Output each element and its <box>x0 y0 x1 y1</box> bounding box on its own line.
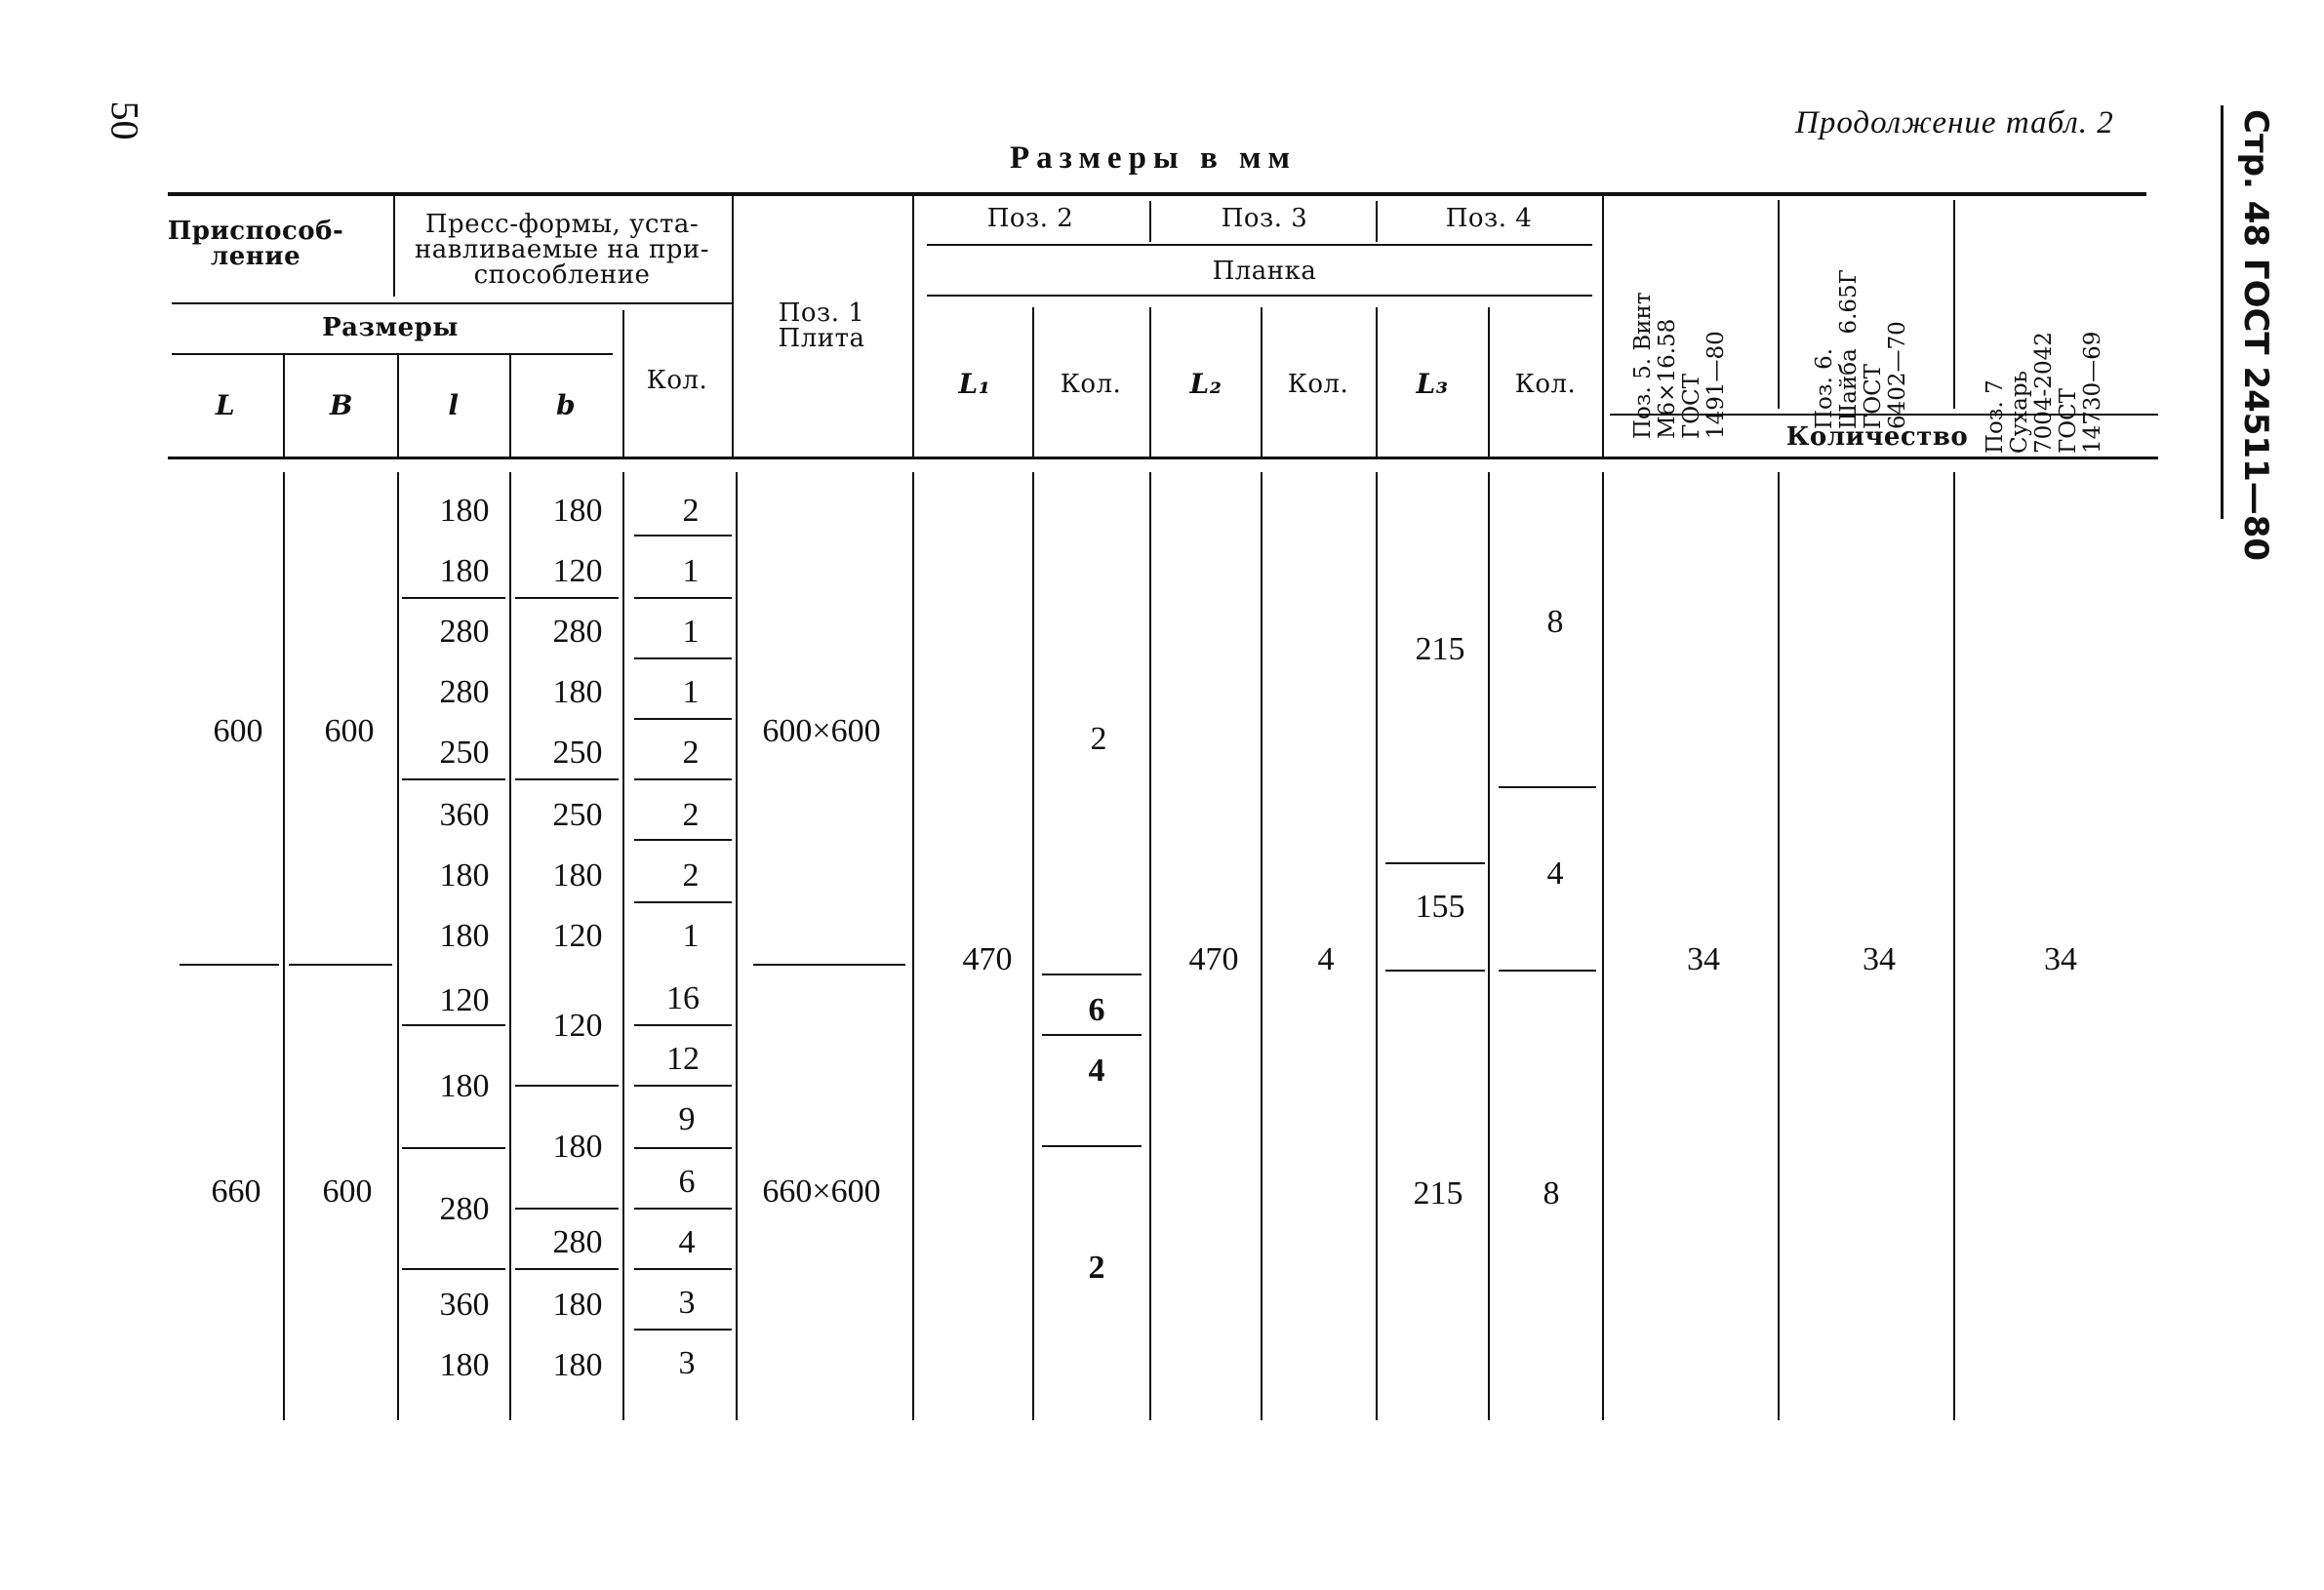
g1-l: 250 <box>439 735 490 771</box>
g2-B: 600 <box>322 1173 373 1210</box>
g1-q: 1 <box>682 674 700 710</box>
header-planka: Планка <box>1212 257 1317 286</box>
g1-b: 180 <box>552 857 603 894</box>
g1-L3-a: 215 <box>1415 631 1465 667</box>
g1-q: 2 <box>682 493 700 529</box>
header-pos1: Поз. 1 Плита <box>778 298 865 353</box>
g1-b: 250 <box>552 735 603 771</box>
header-pos4: Поз. 4 <box>1445 204 1533 233</box>
g2-pos2-qty: 6 <box>1088 992 1105 1028</box>
g2-l: 280 <box>439 1191 490 1227</box>
header-qty: Кол. <box>646 366 708 395</box>
g2-b: 180 <box>552 1287 603 1323</box>
g2-l: 180 <box>439 1068 490 1104</box>
g1-q: 2 <box>682 797 700 833</box>
g1-b: 180 <box>552 674 603 710</box>
header-qty3: Кол. <box>1287 370 1349 399</box>
g2-b: 120 <box>552 1008 603 1044</box>
header-L3: L₃ <box>1416 368 1449 400</box>
shared-L1: 470 <box>962 941 1013 977</box>
g1-q: 2 <box>682 857 700 894</box>
header-quantity: Количество <box>1785 422 1969 452</box>
g1-l: 180 <box>439 918 490 954</box>
shared-L2: 470 <box>1188 941 1239 977</box>
g1-pos2-qty: 2 <box>1090 721 1107 757</box>
header-pos7: Поз. 7 Сухарь 7004-2042 ГОСТ 14730—69 <box>1983 331 2105 454</box>
header-sizes: Размеры <box>322 313 459 342</box>
shared-qty3: 4 <box>1317 941 1335 977</box>
g2-L3: 215 <box>1413 1175 1463 1212</box>
header-L2: L₂ <box>1189 368 1222 400</box>
g1-qty4-b: 4 <box>1546 855 1564 892</box>
header-qty2: Кол. <box>1060 370 1122 399</box>
header-pos3: Поз. 3 <box>1221 204 1308 233</box>
g2-q: 16 <box>666 980 700 1016</box>
g2-q: 3 <box>678 1345 696 1381</box>
g2-b: 180 <box>552 1129 603 1165</box>
g1-l: 280 <box>439 614 490 650</box>
header-b: b <box>555 389 577 421</box>
running-header: Стр. 48 ГОСТ 24511—80 <box>2236 109 2275 562</box>
g1-l: 180 <box>439 493 490 529</box>
shared-pos5: 34 <box>1687 941 1720 977</box>
g1-plate: 600×600 <box>762 713 881 749</box>
g2-L: 660 <box>211 1173 261 1210</box>
g1-b: 250 <box>552 797 603 833</box>
g2-pos2-qty: 2 <box>1088 1250 1105 1286</box>
g1-b: 180 <box>552 493 603 529</box>
header-L: L <box>215 389 236 421</box>
header-molds: Пресс-формы, уста- навливаемые на при- способление <box>414 210 710 290</box>
g1-l: 180 <box>439 857 490 894</box>
header-qty4: Кол. <box>1514 370 1577 399</box>
g1-L: 600 <box>213 713 263 749</box>
g1-L3-b: 155 <box>1415 889 1465 925</box>
shared-pos7: 34 <box>2044 941 2077 977</box>
running-header-rule <box>2221 105 2224 519</box>
header-fixture: Приспособ- ление <box>167 217 344 271</box>
g1-B: 600 <box>324 713 375 749</box>
g1-l: 360 <box>439 797 490 833</box>
g2-qty4: 8 <box>1543 1175 1560 1212</box>
g2-q: 9 <box>678 1101 696 1137</box>
g2-q: 12 <box>666 1041 700 1077</box>
g2-b: 280 <box>552 1224 603 1260</box>
g1-q: 1 <box>682 918 700 954</box>
units-caption: Размеры в мм <box>1010 140 1297 176</box>
header-pos6: Поз. 6. Шайба 6.65Г ГОСТ 6402—70 <box>1812 269 1910 429</box>
g1-q: 1 <box>682 614 700 650</box>
g2-q: 6 <box>678 1164 696 1200</box>
g2-q: 4 <box>678 1224 696 1260</box>
g1-l: 180 <box>439 553 490 589</box>
g2-l: 120 <box>439 982 490 1018</box>
g1-b: 120 <box>552 553 603 589</box>
g1-b: 120 <box>552 918 603 954</box>
continuation-title: Продолжение табл. 2 <box>1795 105 2114 140</box>
header-L1: L₁ <box>958 368 991 400</box>
g1-q: 2 <box>682 735 700 771</box>
g1-qty4-a: 8 <box>1546 604 1564 640</box>
header-pos2: Поз. 2 <box>986 204 1074 233</box>
header-pos5: Поз. 5. Винт М6×16.58 ГОСТ 1491—80 <box>1630 292 1729 439</box>
g2-l: 180 <box>439 1347 490 1383</box>
g1-b: 280 <box>552 614 603 650</box>
shared-pos6: 34 <box>1863 941 1896 977</box>
page-number: 50 <box>102 100 147 140</box>
g1-q: 1 <box>682 553 700 589</box>
g2-b: 180 <box>552 1347 603 1383</box>
g2-l: 360 <box>439 1287 490 1323</box>
g2-q: 3 <box>678 1285 696 1321</box>
g2-plate: 660×600 <box>762 1173 881 1210</box>
g1-l: 280 <box>439 674 490 710</box>
g2-pos2-qty: 4 <box>1088 1053 1105 1089</box>
header-l: l <box>448 389 460 421</box>
header-B: B <box>329 389 354 421</box>
